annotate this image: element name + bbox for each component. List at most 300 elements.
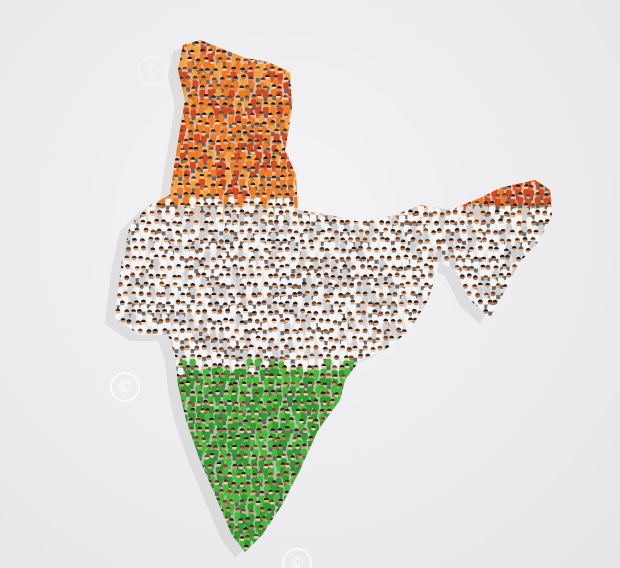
crowd-person bbox=[520, 309, 526, 325]
crowd-person bbox=[514, 417, 520, 433]
crowd-person bbox=[150, 481, 156, 497]
crowd-person bbox=[447, 30, 453, 46]
crowd-person bbox=[116, 426, 122, 442]
crowd-person bbox=[528, 293, 534, 309]
crowd-person bbox=[528, 256, 534, 272]
crowd-person bbox=[472, 113, 478, 129]
crowd-person bbox=[521, 455, 527, 471]
crowd-person bbox=[342, 552, 348, 568]
crowd-person bbox=[548, 491, 554, 507]
crowd-person bbox=[132, 518, 138, 534]
crowd-person bbox=[519, 336, 525, 352]
crowd-person bbox=[460, 176, 466, 192]
crowd-person bbox=[458, 113, 464, 129]
crowd-person bbox=[547, 166, 553, 182]
crowd-person bbox=[368, 482, 374, 498]
crowd-person bbox=[453, 85, 459, 101]
crowd-person bbox=[527, 445, 533, 461]
crowd-person bbox=[515, 328, 521, 344]
crowd-person bbox=[317, 158, 323, 174]
crowd-person bbox=[125, 552, 131, 568]
crowd-person bbox=[453, 409, 459, 425]
crowd-person bbox=[443, 129, 449, 145]
crowd-person bbox=[300, 500, 306, 516]
crowd-person bbox=[308, 166, 314, 182]
crowd-person bbox=[506, 509, 512, 525]
crowd-person bbox=[162, 455, 168, 471]
crowd-person bbox=[346, 509, 352, 525]
crowd-person bbox=[459, 544, 465, 560]
crowd-person bbox=[329, 147, 335, 163]
crowd-person bbox=[141, 464, 147, 480]
crowd-person bbox=[124, 202, 130, 218]
crowd-person bbox=[190, 553, 196, 568]
crowd-person bbox=[394, 94, 400, 110]
crowd-person bbox=[317, 104, 323, 120]
crowd-person bbox=[499, 508, 505, 524]
crowd-person bbox=[329, 490, 335, 506]
crowd-person bbox=[125, 68, 131, 84]
crowd-person bbox=[501, 372, 507, 388]
crowd-person bbox=[453, 193, 459, 209]
crowd-person bbox=[383, 373, 389, 389]
crowd-person bbox=[309, 462, 315, 478]
crowd-person bbox=[501, 301, 507, 317]
crowd-person bbox=[535, 390, 541, 406]
crowd-person bbox=[555, 219, 561, 235]
crowd-person bbox=[434, 525, 440, 541]
crowd-person bbox=[552, 49, 558, 65]
crowd-person bbox=[500, 293, 506, 309]
crowd-person bbox=[467, 184, 473, 200]
crowd-person bbox=[223, 552, 229, 568]
crowd-person bbox=[323, 471, 329, 487]
crowd-person bbox=[252, 30, 258, 46]
crowd-person bbox=[224, 31, 230, 47]
crowd-person bbox=[476, 399, 482, 415]
crowd-person bbox=[447, 481, 453, 497]
crowd-person bbox=[140, 129, 146, 145]
crowd-person bbox=[452, 536, 458, 552]
crowd-person bbox=[381, 409, 387, 425]
crowd-person bbox=[332, 156, 338, 172]
crowd-person bbox=[498, 76, 504, 92]
crowd-person bbox=[443, 346, 449, 362]
crowd-person bbox=[511, 408, 517, 424]
crowd-person bbox=[361, 167, 367, 183]
crowd-person bbox=[107, 219, 113, 235]
crowd-person bbox=[452, 419, 458, 435]
crowd-person bbox=[328, 534, 334, 550]
crowd-person bbox=[521, 147, 527, 163]
crowd-person bbox=[101, 444, 107, 460]
crowd-person bbox=[354, 525, 360, 541]
crowd-person bbox=[169, 509, 175, 525]
crowd-person bbox=[518, 374, 524, 390]
crowd-person bbox=[550, 104, 556, 120]
crowd-person bbox=[452, 157, 458, 173]
crowd-person bbox=[165, 500, 171, 516]
crowd-person bbox=[483, 309, 489, 325]
crowd-person bbox=[545, 274, 551, 290]
crowd-person bbox=[425, 382, 431, 398]
crowd-person bbox=[156, 390, 162, 406]
crowd-person bbox=[532, 86, 538, 102]
crowd-person bbox=[339, 111, 345, 127]
crowd-person bbox=[536, 337, 542, 353]
crowd-person bbox=[510, 374, 516, 390]
crowd-person bbox=[370, 94, 376, 110]
crowd-person bbox=[114, 454, 120, 470]
crowd-person bbox=[415, 554, 421, 568]
crowd-person bbox=[294, 498, 300, 514]
crowd-person bbox=[404, 509, 410, 525]
crowd-person bbox=[494, 336, 500, 352]
crowd-person bbox=[513, 130, 519, 146]
crowd-person bbox=[551, 265, 557, 281]
crowd-person bbox=[130, 93, 136, 109]
crowd-person bbox=[551, 139, 557, 155]
crowd-person bbox=[293, 86, 299, 102]
crowd-person bbox=[311, 86, 317, 102]
crowd-person bbox=[493, 392, 499, 408]
crowd-person bbox=[313, 473, 319, 489]
crowd-person bbox=[316, 167, 322, 183]
crowd-person bbox=[396, 131, 402, 147]
crowd-person bbox=[494, 536, 500, 552]
crowd-person bbox=[113, 94, 119, 110]
crowd-person bbox=[469, 175, 475, 191]
crowd-person bbox=[443, 93, 449, 109]
crowd-person bbox=[158, 408, 164, 424]
crowd-person bbox=[349, 445, 355, 461]
crowd-person bbox=[316, 464, 322, 480]
crowd-person bbox=[369, 526, 375, 542]
crowd-person bbox=[539, 275, 545, 291]
crowd-person bbox=[379, 147, 385, 163]
crowd-person bbox=[175, 464, 181, 480]
crowd-person bbox=[398, 48, 404, 64]
crowd-person bbox=[361, 203, 367, 219]
crowd-person bbox=[111, 104, 117, 120]
crowd-person bbox=[348, 194, 354, 210]
crowd-person bbox=[502, 392, 508, 408]
crowd-person bbox=[486, 535, 492, 551]
crowd-person bbox=[379, 382, 385, 398]
crowd-person bbox=[413, 444, 419, 460]
crowd-person bbox=[104, 94, 110, 110]
crowd-person bbox=[498, 453, 504, 469]
crowd-person bbox=[445, 553, 451, 568]
crowd-person bbox=[258, 525, 264, 541]
crowd-person bbox=[185, 545, 191, 561]
crowd-person bbox=[436, 489, 442, 505]
crowd-person bbox=[543, 230, 549, 246]
crowd-person bbox=[156, 364, 162, 380]
crowd-person bbox=[506, 59, 512, 75]
crowd-person bbox=[408, 428, 414, 444]
crowd-person bbox=[110, 158, 116, 174]
crowd-person bbox=[540, 156, 546, 172]
crowd-person bbox=[461, 534, 467, 550]
crowd-person bbox=[549, 30, 555, 46]
crowd-person bbox=[119, 516, 125, 532]
crowd-person bbox=[426, 507, 432, 523]
crowd-person bbox=[292, 508, 298, 524]
crowd-person bbox=[361, 526, 367, 542]
crowd-person bbox=[367, 84, 373, 100]
crowd-person bbox=[302, 517, 308, 533]
crowd-person bbox=[385, 437, 391, 453]
crowd-person bbox=[351, 498, 357, 514]
crowd-person bbox=[126, 481, 132, 497]
crowd-person bbox=[444, 382, 450, 398]
crowd-person bbox=[396, 489, 402, 505]
crowd-person bbox=[369, 401, 375, 417]
crowd-person bbox=[547, 399, 553, 415]
crowd-person bbox=[125, 426, 131, 442]
crowd-person bbox=[337, 39, 343, 55]
crowd-person bbox=[377, 58, 383, 74]
crowd-person bbox=[490, 543, 496, 559]
crowd-person bbox=[474, 363, 480, 379]
crowd-person bbox=[133, 176, 139, 192]
crowd-person bbox=[134, 32, 140, 48]
crowd-person bbox=[432, 149, 438, 165]
crowd-person bbox=[104, 400, 110, 416]
crowd-person bbox=[327, 157, 333, 173]
crowd-person bbox=[124, 437, 130, 453]
crowd-person bbox=[528, 508, 534, 524]
crowd-person bbox=[149, 32, 155, 48]
crowd-person bbox=[383, 534, 389, 550]
crowd-person bbox=[520, 473, 526, 489]
crowd-person bbox=[473, 508, 479, 524]
crowd-person bbox=[372, 185, 378, 201]
crowd-person bbox=[549, 445, 555, 461]
crowd-person bbox=[501, 156, 507, 172]
crowd-person bbox=[137, 347, 143, 363]
crowd-person bbox=[389, 426, 395, 442]
crowd-person bbox=[406, 103, 412, 119]
crowd-person bbox=[544, 355, 550, 371]
crowd-person bbox=[442, 455, 448, 471]
crowd-person bbox=[441, 311, 447, 327]
crowd-person bbox=[551, 392, 557, 408]
crowd-person bbox=[546, 347, 552, 363]
crowd-person bbox=[355, 112, 361, 128]
crowd-person bbox=[285, 31, 291, 47]
crowd-person bbox=[383, 554, 389, 568]
crowd-person bbox=[552, 84, 558, 100]
crowd-person bbox=[307, 508, 313, 524]
crowd-person bbox=[412, 318, 418, 334]
crowd-person bbox=[141, 157, 147, 173]
crowd-person bbox=[304, 84, 310, 100]
crowd-person bbox=[524, 66, 530, 82]
crowd-person bbox=[383, 84, 389, 100]
crowd-person bbox=[370, 491, 376, 507]
crowd-person bbox=[466, 327, 472, 343]
crowd-person bbox=[210, 526, 216, 542]
crowd-person bbox=[509, 31, 515, 47]
crowd-person bbox=[380, 399, 386, 415]
crowd-person bbox=[107, 202, 113, 218]
crowd-person bbox=[143, 500, 149, 516]
crowd-person bbox=[463, 320, 469, 336]
crowd-person bbox=[283, 39, 289, 55]
crowd-person bbox=[500, 166, 506, 182]
crowd-person bbox=[345, 454, 351, 470]
crowd-person bbox=[463, 102, 469, 118]
crowd-person bbox=[151, 446, 157, 462]
crowd-person bbox=[290, 59, 296, 75]
crowd-person bbox=[188, 535, 194, 551]
crowd-person bbox=[321, 454, 327, 470]
crowd-person bbox=[439, 84, 445, 100]
crowd-person bbox=[444, 428, 450, 444]
crowd-person bbox=[491, 346, 497, 362]
crowd-person bbox=[421, 103, 427, 119]
crowd-person bbox=[146, 94, 152, 110]
crowd-person bbox=[555, 327, 561, 343]
crowd-person bbox=[411, 40, 417, 56]
crowd-person bbox=[261, 32, 267, 48]
crowd-person bbox=[428, 302, 434, 318]
crowd-person bbox=[531, 436, 537, 452]
crowd-person bbox=[509, 319, 515, 335]
crowd-person bbox=[305, 526, 311, 542]
crowd-person bbox=[457, 525, 463, 541]
crowd-person bbox=[383, 427, 389, 443]
watermark-icon: © bbox=[282, 548, 312, 568]
crowd-person bbox=[367, 463, 373, 479]
crowd-person bbox=[128, 138, 134, 154]
crowd-person bbox=[359, 139, 365, 155]
crowd-person bbox=[298, 131, 304, 147]
crowd-person bbox=[106, 455, 112, 471]
crowd-person bbox=[392, 536, 398, 552]
crowd-person bbox=[399, 85, 405, 101]
crowd-person bbox=[297, 112, 303, 128]
crowd-person bbox=[466, 525, 472, 541]
crowd-person bbox=[468, 535, 474, 551]
crowd-person bbox=[165, 409, 171, 425]
crowd-person bbox=[501, 104, 507, 120]
crowd-person bbox=[370, 437, 376, 453]
crowd-person bbox=[204, 544, 210, 560]
crowd-person bbox=[509, 481, 515, 497]
crowd-person bbox=[459, 436, 465, 452]
crowd-person bbox=[268, 543, 274, 559]
crowd-person bbox=[511, 282, 517, 298]
crowd-person bbox=[508, 337, 514, 353]
crowd-person bbox=[446, 534, 452, 550]
crowd-person bbox=[536, 255, 542, 271]
crowd-person bbox=[386, 401, 392, 417]
crowd-person bbox=[377, 364, 383, 380]
crowd-person bbox=[431, 500, 437, 516]
crowd-person bbox=[119, 553, 125, 568]
crowd-person bbox=[506, 293, 512, 309]
crowd-person bbox=[533, 320, 539, 336]
crowd-person bbox=[158, 157, 164, 173]
crowd-person bbox=[537, 489, 543, 505]
crowd-person bbox=[539, 437, 545, 453]
crowd-person bbox=[538, 382, 544, 398]
crowd-person bbox=[306, 129, 312, 145]
crowd-person bbox=[436, 381, 442, 397]
crowd-person bbox=[518, 156, 524, 172]
crowd-person bbox=[452, 428, 458, 444]
crowd-person bbox=[464, 336, 470, 352]
crowd-person bbox=[152, 122, 158, 138]
crowd-person bbox=[503, 464, 509, 480]
crowd-person bbox=[497, 364, 503, 380]
crowd-person bbox=[500, 445, 506, 461]
crowd-person bbox=[517, 265, 523, 281]
crowd-person bbox=[486, 102, 492, 118]
crowd-person bbox=[299, 185, 305, 201]
crowd-person bbox=[135, 138, 141, 154]
crowd-person bbox=[167, 103, 173, 119]
crowd-person bbox=[467, 75, 473, 91]
crowd-person bbox=[436, 138, 442, 154]
crowd-person bbox=[488, 491, 494, 507]
crowd-person bbox=[408, 536, 414, 552]
crowd-person bbox=[549, 408, 555, 424]
crowd-person bbox=[389, 336, 395, 352]
crowd-person bbox=[283, 509, 289, 525]
crowd-person bbox=[401, 111, 407, 127]
crowd-person bbox=[104, 86, 110, 102]
crowd-person bbox=[477, 122, 483, 138]
crowd-person bbox=[378, 473, 384, 489]
crowd-person bbox=[537, 291, 543, 307]
crowd-person bbox=[494, 498, 500, 514]
crowd-person bbox=[462, 446, 468, 462]
crowd-person bbox=[506, 455, 512, 471]
crowd-person bbox=[104, 554, 110, 568]
crowd-person bbox=[462, 427, 468, 443]
crowd-person bbox=[117, 49, 123, 65]
crowd-person bbox=[482, 131, 488, 147]
crowd-person bbox=[424, 527, 430, 543]
crowd-person bbox=[173, 516, 179, 532]
crowd-person bbox=[374, 103, 380, 119]
crowd-person bbox=[149, 139, 155, 155]
crowd-person bbox=[428, 319, 434, 335]
crowd-person bbox=[487, 446, 493, 462]
crowd-person bbox=[144, 490, 150, 506]
crowd-person bbox=[415, 176, 421, 192]
crowd-person bbox=[425, 544, 431, 560]
crowd-person bbox=[398, 104, 404, 120]
crowd-person bbox=[365, 192, 371, 208]
crowd-person bbox=[296, 66, 302, 82]
crowd-person bbox=[275, 40, 281, 56]
crowd-person bbox=[432, 365, 438, 381]
crowd-person bbox=[190, 516, 196, 532]
crowd-person bbox=[141, 427, 147, 443]
crowd-person bbox=[384, 345, 390, 361]
crowd-person bbox=[365, 156, 371, 172]
crowd-person bbox=[325, 104, 331, 120]
crowd-person bbox=[375, 48, 381, 64]
crowd-person bbox=[347, 112, 353, 128]
crowd-person bbox=[544, 517, 550, 533]
crowd-person bbox=[537, 327, 543, 343]
